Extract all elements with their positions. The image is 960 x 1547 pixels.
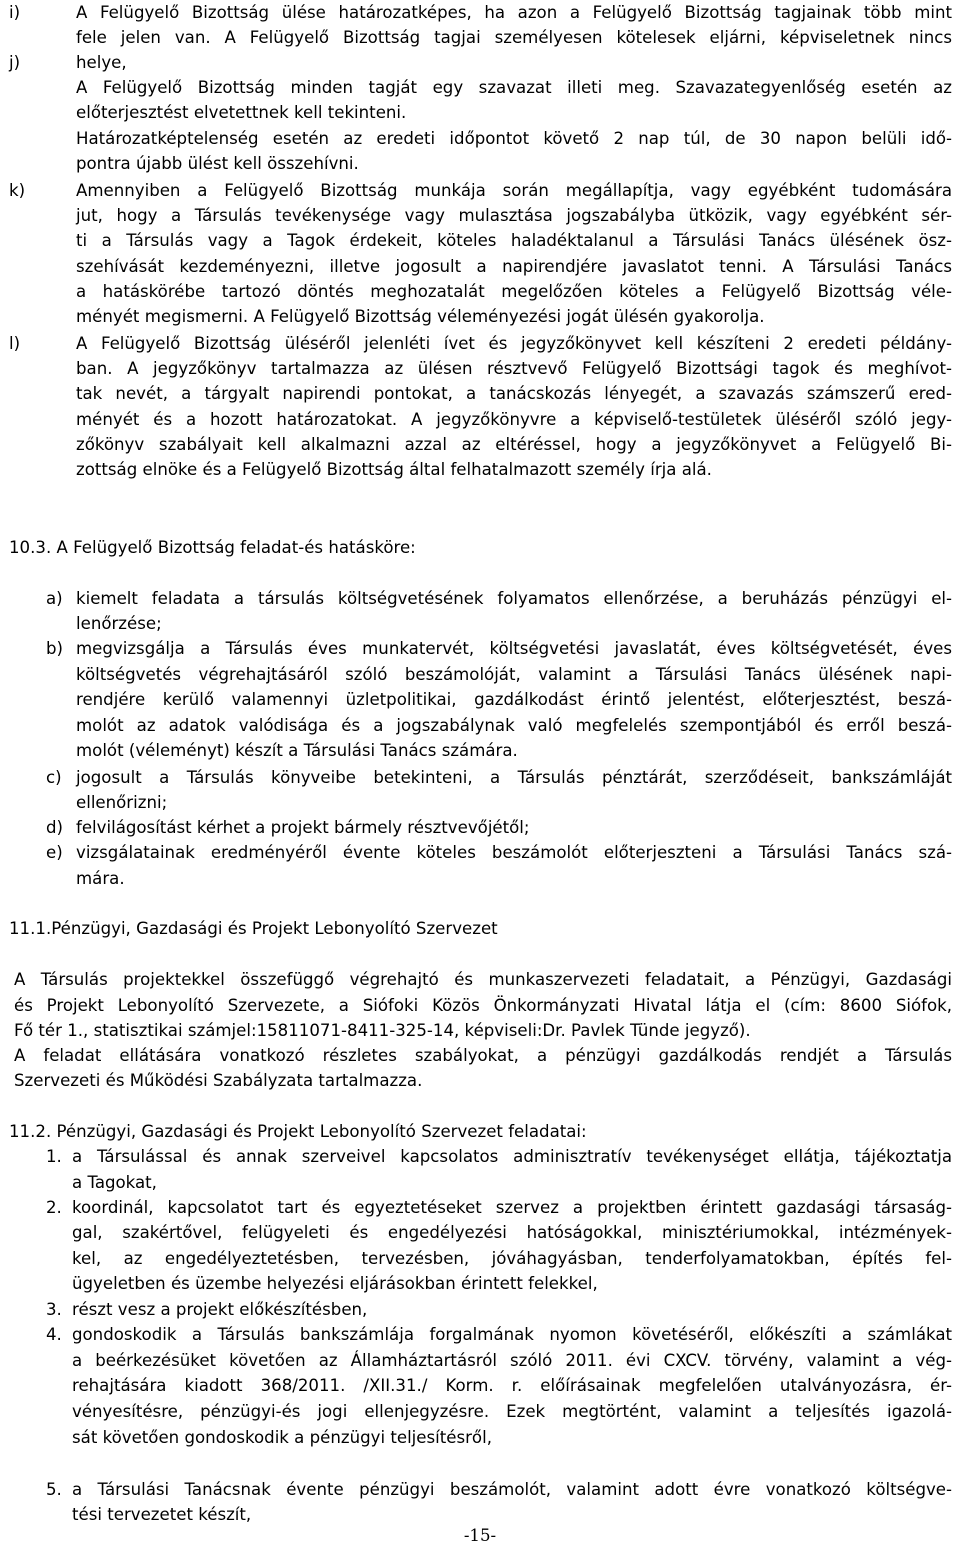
text-line: ményét és a hozott határozatokat. A jegyzőkönyvre a képviselő-testületek üléséről szóló jegy- (76, 410, 952, 429)
text-line: a beérkezésüket követően az Államháztartásról szóló 2011. évi CXCV. törvény, valamint a vég- (72, 1351, 952, 1370)
text-line: költségvetés végrehajtásáról szóló beszámolóját, valamint a Társulási Tanács ülésének napi- (76, 665, 952, 684)
text-line: jut, hogy a Társulás tevékenysége vagy mulasztása jogszabályba ütközik, vagy egyébként sér- (76, 206, 952, 225)
item-label-d: d) (46, 818, 64, 837)
text-line: kel, az engedélyeztetésben, tervezésben, jóváhagyásban, tenderfolyamatokban, építés fel- (72, 1249, 952, 1268)
text-line: A Felügyelő Bizottság minden tagját egy szavazat illeti meg. Szavazategyenlőség esetén az (76, 78, 952, 97)
text-line: A Felügyelő Bizottság üléséről jelenléti ívet és jegyzőkönyvet kell készíteni 2 eredeti példány- (76, 334, 952, 353)
text-line: részt vesz a projekt előkészítésben, (72, 1300, 368, 1319)
text-line: ti a Társulás vagy a Tagok érdekeit, köteles haladéktalanul a Társulási Tanács ülésének ösz- (76, 231, 952, 250)
item-label-3: 3. (46, 1300, 62, 1319)
text-line: pontra újabb ülést kell összehívni. (76, 154, 359, 173)
item-label-e: e) (46, 843, 63, 862)
text-line: fele jelen van. A Felügyelő Bizottság tagjai személyesen kötelesek eljárni, képviseletnek nincs (76, 28, 952, 47)
text-line: szehívását kezdeményezni, illetve jogosult a napirendjére javaslatot tenni. A Társulási Tanács (76, 257, 952, 276)
text-line: molót az adatok valódisága és a jogszabálynak való megfelelés szempontjából és erről beszá- (76, 716, 952, 735)
text-line: koordinál, kapcsolatot tart és egyeztetéseket szervez a projektben érintett gazdasági társaság- (72, 1198, 952, 1217)
text-line: A Társulás projektekkel összefüggő végrehajtó és munkaszervezeti feladatait, a Pénzügyi, Gazdasági (14, 970, 952, 989)
item-label-l: l) (9, 334, 21, 353)
text-line: A feladat ellátására vonatkozó részletes szabályokat, a pénzügyi gazdálkodás rendjét a Társulás (14, 1046, 952, 1065)
text-line: tak nevét, a tárgyalt napirendi pontokat, a tanácskozás lényegét, a szavazás számszerű ered- (76, 384, 952, 403)
section-heading-11-2: 11.2. Pénzügyi, Gazdasági és Projekt Lebonyolító Szervezet feladatai: (9, 1122, 587, 1141)
item-label-j: j) (9, 53, 21, 72)
text-line: jogosult a Társulás könyveibe betekinteni, a Társulás pénztárát, szerződéseit, bankszámláját (76, 768, 952, 787)
text-line: kiemelt feladata a társulás költségvetésének folyamatos ellenőrzése, a beruházás pénzügyi el- (76, 589, 952, 608)
text-line: Határozatképtelenség esetén az eredeti időpontot követő 2 nap túl, de 30 napon belüli idő- (76, 129, 952, 148)
text-line: rendjére kerülő valamennyi üzletpolitikai, gazdálkodást érintő jelentést, előterjesztést, beszá- (76, 690, 952, 709)
text-line: a Társulással és annak szerveivel kapcsolatos adminisztratív tevékenységet ellátja, tájékoztatja (72, 1147, 952, 1166)
text-line: és Projekt Lebonyolító Szervezete, a Siófoki Közös Önkormányzati Hivatal látja el (cím: 8600 Siófok, (14, 996, 952, 1015)
text-line: a Tagokat, (72, 1173, 157, 1192)
text-line: ügyeletben és üzembe helyezési eljárásokban érintett felekkel, (72, 1274, 598, 1293)
item-label-c: c) (46, 768, 62, 787)
text-line: felvilágosítást kérhet a projekt bármely résztvevőjétől; (76, 818, 530, 837)
item-label-4: 4. (46, 1325, 62, 1344)
text-line: megvizsgálja a Társulás éves munkatervét, költségvetési javaslatát, éves költségvetését, éves (76, 639, 952, 658)
text-line: rehajtására kiadott 368/2011. /XII.31./ Korm. r. előírásainak megfelelően utalványozásra, ér- (72, 1376, 952, 1395)
text-line: ményét megismerni. A Felügyelő Bizottság véleményezési jogát ülésén gyakorolja. (76, 307, 765, 326)
text-line: A Felügyelő Bizottság ülése határozatképes, ha azon a Felügyelő Bizottság tagjainak több mint (76, 3, 952, 22)
item-label-b: b) (46, 639, 64, 658)
text-line: a hatáskörébe tartozó döntés meghozatalát megelőzően köteles a Felügyelő Bizottság véle- (76, 282, 952, 301)
text-line: tési tervezetet készít, (72, 1505, 252, 1524)
text-line: zottság elnöke és a Felügyelő Bizottság által felhatalmazott személy írja alá. (76, 460, 712, 479)
text-line: gal, szakértővel, felügyeleti és engedélyezési hatóságokkal, minisztériumokkal, intézmények- (72, 1223, 952, 1242)
text-line: a Társulási Tanácsnak évente pénzügyi beszámolót, valamint adott évre vonatkozó költségve- (72, 1480, 952, 1499)
section-heading-10-3: 10.3. A Felügyelő Bizottság feladat-és hatásköre: (9, 538, 416, 557)
item-label-a: a) (46, 589, 63, 608)
item-label-k: k) (9, 181, 26, 200)
page-number: -15- (463, 1526, 497, 1545)
text-line: előterjesztést elvetettnek kell tekinteni. (76, 103, 407, 122)
text-line: ellenőrizni; (76, 793, 168, 812)
item-label-2: 2. (46, 1198, 62, 1217)
section-heading-11-1: 11.1.Pénzügyi, Gazdasági és Projekt Lebonyolító Szervezet (9, 919, 498, 938)
item-label-i: i) (9, 3, 21, 22)
text-line: molót (véleményt) készít a Társulási Tanács számára. (76, 741, 518, 760)
text-line: Szervezeti és Működési Szabályzata tartalmazza. (14, 1071, 423, 1090)
text-line: vényesítésre, pénzügyi-és jogi ellenjegyzésre. Ezek megtörtént, valamint a teljesítés igazolá- (72, 1402, 952, 1421)
text-line: sát követően gondoskodik a pénzügyi teljesítésről, (72, 1428, 492, 1447)
text-line: lenőrzése; (76, 614, 162, 633)
text-line: vizsgálatainak eredményéről évente köteles beszámolót előterjeszteni a Társulási Tanács szá- (76, 843, 952, 862)
text-line: helye, (76, 53, 127, 72)
text-line: Amennyiben a Felügyelő Bizottság munkája során megállapítja, vagy egyébként tudomására (76, 181, 952, 200)
text-line: mára. (76, 869, 125, 888)
item-label-1: 1. (46, 1147, 62, 1166)
text-line: ban. A jegyzőkönyv tartalmazza az ülésen résztvevő Felügyelő Bizottsági tagok és meghívot- (76, 359, 952, 378)
text-line: zőkönyv szabályait kell alkalmazni azzal az eltéréssel, hogy a jegyzőkönyvet a Felügyelő Bi- (76, 435, 952, 454)
text-line: Fő tér 1., statisztikai számjel:15811071-8411-325-14, képviseli:Dr. Pavlek Tünde jegyző). (14, 1021, 751, 1040)
text-line: gondoskodik a Társulás bankszámlája forgalmának nyomon követéséről, előkészíti a számlákat (72, 1325, 952, 1344)
item-label-5: 5. (46, 1480, 62, 1499)
